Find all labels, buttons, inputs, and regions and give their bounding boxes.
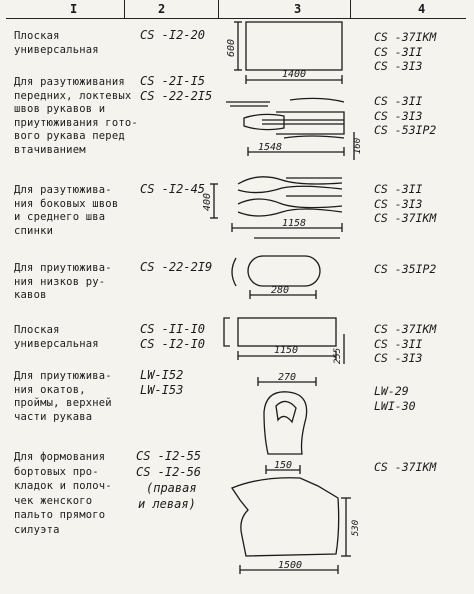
dimension-label: 530 — [351, 519, 361, 537]
row-2-codes: CS -2I-I5 CS -22-2I5 — [140, 74, 213, 103]
row-3-codes: CS -I2-45 — [140, 182, 206, 196]
row-3-machines: CS -3II CS -3I3 CS -37IKM — [374, 182, 437, 225]
dimension-label: 255 — [333, 347, 343, 365]
row-6-machines: LW-29 LWI-30 — [374, 384, 416, 413]
dimension-label: 160 — [353, 137, 363, 155]
dimension-label: 1548 — [257, 142, 283, 153]
row-3-description: Для разутюжива- ния боковых швов и среднего шва спинки — [14, 184, 119, 237]
row-1-machines: CS -37IKM CS -3II CS -3I3 — [374, 30, 437, 73]
row-6-codes: LW-I52 LW-I53 — [140, 368, 184, 397]
row-2-description: Для разутюживания передних, локтевых швов рукавов и приутюживания гото- вого рукава перед втачиванием — [14, 76, 138, 156]
row-5-codes: CS -II-I0 CS -I2-I0 — [140, 322, 206, 351]
dimension-label: 280 — [270, 285, 290, 296]
dimension-label: 1400 — [281, 69, 307, 80]
dimension-label: 600 — [226, 38, 237, 58]
row-4-description: Для приутюжива- ния низков ру- кавов — [14, 262, 112, 301]
column-header-1: I — [70, 2, 78, 16]
dimension-label: 1500 — [277, 560, 303, 571]
dimension-label: 270 — [277, 372, 297, 383]
row-1-codes: CS -I2-20 — [140, 28, 206, 42]
column-header-4: 4 — [418, 2, 426, 16]
row-4-machines: CS -35IP2 — [374, 262, 437, 276]
row-7-machines: CS -37IKM — [374, 460, 437, 474]
column-header-2: 2 — [158, 2, 166, 16]
row-5-description: Плоская универсальная — [14, 324, 99, 350]
flat-pad-drawing-1 — [226, 22, 342, 84]
flat-pad-drawing-2 — [224, 318, 344, 364]
dimension-label: 1158 — [281, 218, 307, 229]
dimension-label: 150 — [273, 460, 293, 471]
row-2-machines: CS -3II CS -3I3 CS -53IP2 — [374, 94, 437, 137]
seam-pad-drawing — [202, 177, 342, 238]
hem-pad-drawing — [232, 256, 320, 299]
row-5-machines: CS -37IKM CS -3II CS -3I3 — [374, 322, 437, 365]
row-1-description: Плоская универсальная — [14, 30, 99, 56]
front-pad-drawing — [232, 460, 361, 574]
armhole-pad-drawing — [258, 372, 316, 454]
row-4-codes: CS -22-2I9 — [140, 260, 213, 274]
column-header-3: 3 — [294, 2, 302, 16]
row-7-description: Для формования бортовых про- кладок и полоч- чек женского пальто прямого силуэта — [14, 451, 112, 536]
dimension-label: 400 — [202, 192, 213, 212]
dimension-label: 1150 — [273, 345, 299, 356]
sleeve-pad-drawing — [226, 98, 363, 160]
row-7-codes: CS -I2-55 CS -I2-56 (правая и левая) — [136, 449, 202, 511]
row-6-description: Для приутюжива- ния окатов, проймы, верхней части рукава — [14, 370, 112, 423]
